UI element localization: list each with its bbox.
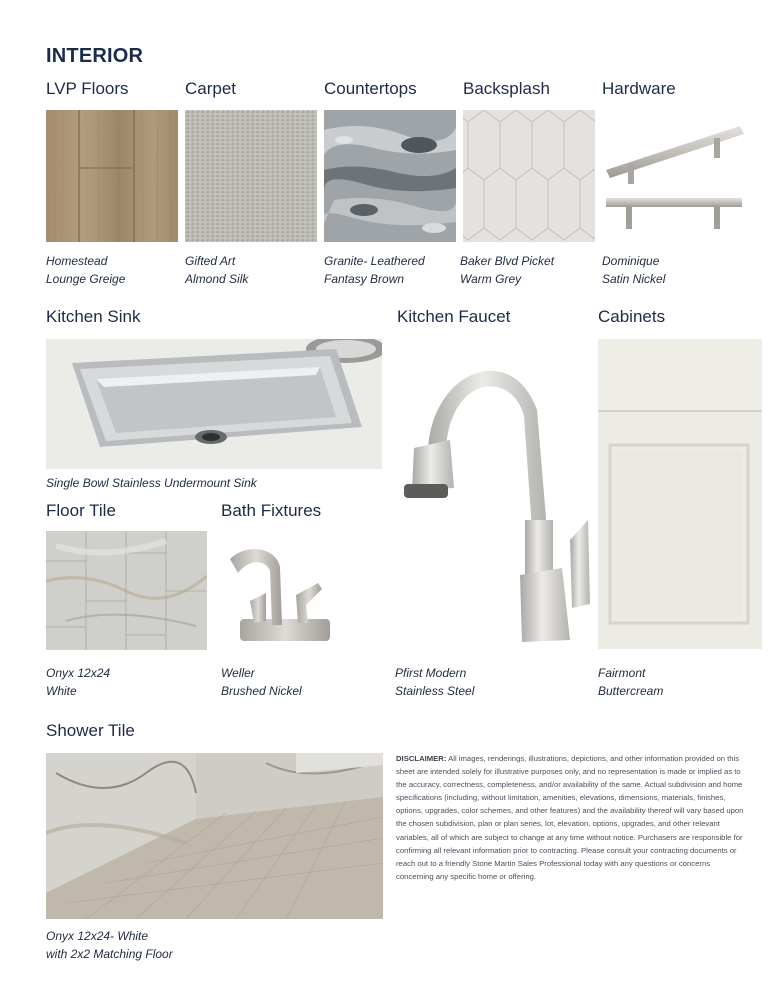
kitchen-sink-image [46, 339, 382, 469]
shower-tile-caption [46, 928, 173, 963]
kitchen-faucet-color: Stainless Steel [395, 683, 475, 698]
floor-tile-name: Onyx 12x24 [46, 666, 111, 680]
hardware-image [602, 112, 747, 242]
hardware-name: Dominique [602, 254, 660, 268]
lvp-name: Homestead [46, 254, 108, 268]
hardware-heading: Hardware [602, 79, 676, 98]
lvp-caption [46, 253, 125, 288]
countertops-color: Fantasy Brown [324, 271, 405, 286]
countertops-name: Granite- Leathered [324, 254, 425, 268]
lvp-floors-swatch [46, 110, 178, 242]
lvp-floors-heading: LVP Floors [46, 79, 129, 98]
carpet-caption [185, 253, 248, 288]
cabinets-image [598, 339, 762, 649]
backsplash-heading: Backsplash [463, 79, 550, 98]
bath-fixtures-name: Weller [221, 666, 255, 680]
disclaimer-label: DISCLAIMER: [396, 754, 447, 763]
page-title: INTERIOR [46, 45, 144, 67]
cabinets-color: Buttercream [598, 683, 664, 698]
hardware-color: Satin Nickel [602, 271, 666, 286]
shower-tile-detail: with 2x2 Matching Floor [46, 946, 173, 961]
shower-tile-name: Onyx 12x24- White [46, 929, 149, 943]
kitchen-sink-caption: Single Bowl Stainless Undermount Sink [46, 476, 257, 490]
backsplash-name: Baker Blvd Picket [460, 254, 555, 268]
shower-tile-image [46, 753, 383, 919]
kitchen-faucet-caption [395, 665, 474, 700]
kitchen-faucet-name: Pfirst Modern [395, 666, 467, 680]
cabinets-name: Fairmont [598, 666, 646, 680]
kitchen-faucet-heading: Kitchen Faucet [397, 307, 511, 326]
lvp-color: Lounge Greige [46, 271, 126, 286]
disclaimer-text: All images, renderings, illustrations, depictions, and other information provided on this sheet are intended solely for illustrative purposes only, and no representation is made or implied as to the accuracy, correctness, completeness, and/or availability of the same. Actual subdivision and home specifications (including, without limitation, amenities, elevations, dimensions, materials, finishes, options, upgrades, color schemes, and other features) and the availability thereof will vary based upon the chosen subdivision, plan or plan series, lot, elevation, options, upgrades, and other relevant variables, all of which are subject to change at any time without notice. Purchasers are responsible for confirming all relevant information prior to contracting. Please consult your contracting documents or reach out to a friendly Stone Martin Sales Professional today with any questions or concerns concerning any specific home or offering. [396, 754, 744, 881]
floor-tile-image [46, 531, 207, 650]
carpet-swatch [185, 110, 317, 242]
disclaimer [396, 752, 744, 883]
countertops-heading: Countertops [324, 79, 417, 98]
kitchen-faucet-image [392, 340, 592, 645]
countertops-caption [324, 253, 425, 288]
cabinets-heading: Cabinets [598, 307, 666, 326]
carpet-color: Almond Silk [185, 271, 249, 286]
carpet-heading: Carpet [185, 79, 237, 98]
hardware-caption [602, 253, 665, 288]
floor-tile-color: White [46, 683, 77, 698]
bath-fixtures-caption [221, 665, 302, 700]
backsplash-caption [460, 253, 554, 288]
backsplash-swatch [463, 110, 595, 242]
countertops-swatch [324, 110, 456, 242]
shower-tile-heading: Shower Tile [46, 721, 135, 740]
bath-fixtures-image [226, 543, 338, 651]
carpet-name: Gifted Art [185, 254, 236, 268]
bath-fixtures-heading: Bath Fixtures [221, 501, 322, 520]
kitchen-sink-heading: Kitchen Sink [46, 307, 141, 326]
floor-tile-caption [46, 665, 110, 700]
backsplash-color: Warm Grey [460, 271, 522, 286]
cabinets-caption [598, 665, 663, 700]
floor-tile-heading: Floor Tile [46, 501, 116, 520]
bath-fixtures-color: Brushed Nickel [221, 683, 302, 698]
